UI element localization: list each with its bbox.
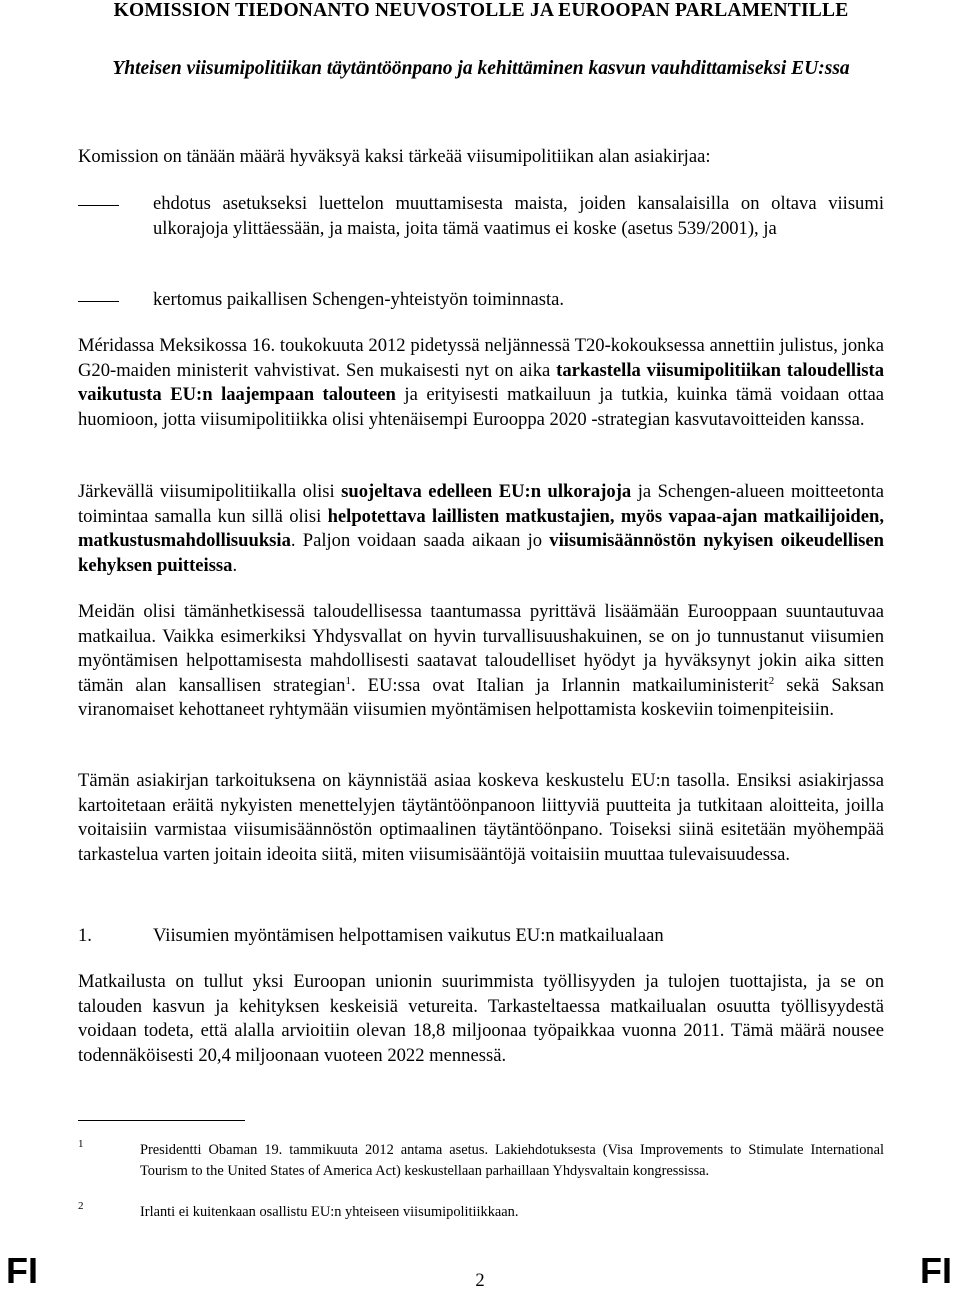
paragraph-visa-policy (78, 480, 884, 578)
list-item-text: kertomus paikallisen Schengen-yhteistyön toiminnasta. (153, 289, 565, 310)
section-number: 1. (78, 925, 92, 946)
text-run: . EU:ssa ovat Italian ja Irlannin matkailuministerit (350, 674, 769, 696)
paragraph-t20 (78, 334, 884, 432)
footnote-separator (78, 1120, 245, 1121)
paragraph-employment: Matkailusta on tullut yksi Euroopan unionin suurimmista työllisyyden ja tulojen tuottajista, ja se on talouden kasvun ja kehityksen keskeisiä vetureita. Tarkasteltaessa matkailualan osuutta työllisyydestä voidaan todeta, että alalla arvioitiin olevan 18,8 miljoonaa työpaikkaa vuonna 2011. Tämä määrä nousee todennäköisesti 20,4 miljoonaan vuoteen 2022 mennessä. (78, 971, 884, 1066)
text-run: . Paljon voidaan saada aikaan jo (290, 530, 550, 552)
footnote-ref: 2 (768, 674, 775, 687)
text-run: Méridassa Meksikossa 16. toukokuuta 2012 pidetyssä neljännessä T20-kokouksessa annettiin julistus, jonka G20-maiden ministerit vahvistivat. Sen mukaisesti nyt on aika (78, 335, 884, 381)
list-item (78, 192, 884, 241)
bold-run: suojeltava edelleen EU:n ulkorajoja (341, 481, 632, 502)
bold-run: helpotettava laillisten matkustajien, myös vapaa-ajan matkailijoiden, matkustusmahdollisuuksia (78, 505, 884, 552)
page-number: 2 (475, 1270, 485, 1291)
footnote-number: 2 (78, 1200, 84, 1212)
paragraph-tourism (78, 600, 884, 723)
text-run: Järkevällä viisumipolitiikalla olisi (78, 481, 342, 502)
footnote-text: Presidentti Obaman 19. tammikuuta 2012 antama asetus. Lakiehdotuksesta (Visa Improvements to Stimulate International Tourism to the United States of America Act) keskustellaan parhaillaan Yhdysvaltain kongressissa. (140, 1142, 884, 1179)
text-run: . (232, 554, 238, 576)
footnote (78, 1202, 884, 1223)
paragraph-purpose: Tämän asiakirjan tarkoituksena on käynnistää asiaa koskeva keskustelu EU:n tasolla. Ensiksi asiakirjassa kartoitetaan eräitä nykyisten menettelyjen täytäntöönpanoon liittyviä puutteita ja tutkitaan aloitteita, joilla voitaisiin varmistaa viisumisäännöstön optimaalinen täytäntöönpano. Toiseksi siinä esitetään myöhempää tarkastelua varten joitain ideoita siitä, miten viisumisääntöjä voitaisiin muuttaa tulevaisuudessa. (78, 770, 884, 865)
language-code-left: FI (6, 1250, 38, 1291)
section-heading (78, 924, 664, 949)
document-header: KOMISSION TIEDONANTO NEUVOSTOLLE JA EUROOPAN PARLAMENTILLE (113, 0, 849, 21)
text-run: sekä Saksan viranomaiset kehottaneet ryhtymään viisumien myöntämisen helpottamista koskeviin toimenpiteisiin. (78, 674, 885, 721)
document-subtitle: Yhteisen viisumipolitiikan täytäntöönpano ja kehittäminen kasvun vauhdittamiseksi EU:ssa (112, 58, 850, 79)
section-title: Viisumien myöntämisen helpottamisen vaikutus EU:n matkailualaan (153, 925, 664, 946)
bold-run: tarkastella viisumipolitiikan taloudellista vaikutusta EU:n laajempaan talouteen (78, 359, 884, 406)
text-run: ja Schengen-alueen moitteetonta toimintaa samalla kun sillä olisi (78, 481, 884, 527)
list-item (78, 288, 884, 313)
bold-run: viisumisäännöstön nykyisen oikeudellisen kehyksen puitteissa (78, 530, 884, 576)
language-code-right: FI (920, 1250, 952, 1291)
text-run: ja erityisesti matkailuun ja tutkia, kuinka tämä voidaan ottaa huomioon, jotta viisumipolitiikka olisi yhtenäisempi Eurooppa 2020 -strategian kasvutavoitteiden kanssa. (78, 384, 884, 430)
intro-paragraph: Komission on tänään määrä hyväksyä kaksi tärkeää viisumipolitiikan alan asiakirjaa: (78, 146, 711, 167)
footnote-text: Irlanti ei kuitenkaan osallistu EU:n yhteiseen viisumipolitiikkaan. (140, 1204, 519, 1220)
footnote (78, 1140, 884, 1181)
footnote-number: 1 (78, 1138, 84, 1150)
text-run: Meidän olisi tämänhetkisessä taloudellisessa taantumassa pyrittävä lisäämään Eurooppaan suuntautuvaa matkailua. Vaikka esimerkiksi Yhdysvallat on hyvin turvallisuushakuinen, se on jo tunnustanut viisumien myöntämisen helpottamisesta mahdollisesti saatavat taloudelliset hyödyt ja hyväksynyt jokin aika sitten tämän alan kansallisen strategian (78, 601, 884, 696)
footnote-ref: 1 (345, 674, 351, 687)
list-item-text: ehdotus asetukseksi luettelon muuttamisesta maista, joiden kansalaisilla on oltava viisumi ulkorajoja ylittäessään, ja maista, joita tämä vaatimus ei koske (asetus 539/2001), ja (153, 193, 884, 239)
